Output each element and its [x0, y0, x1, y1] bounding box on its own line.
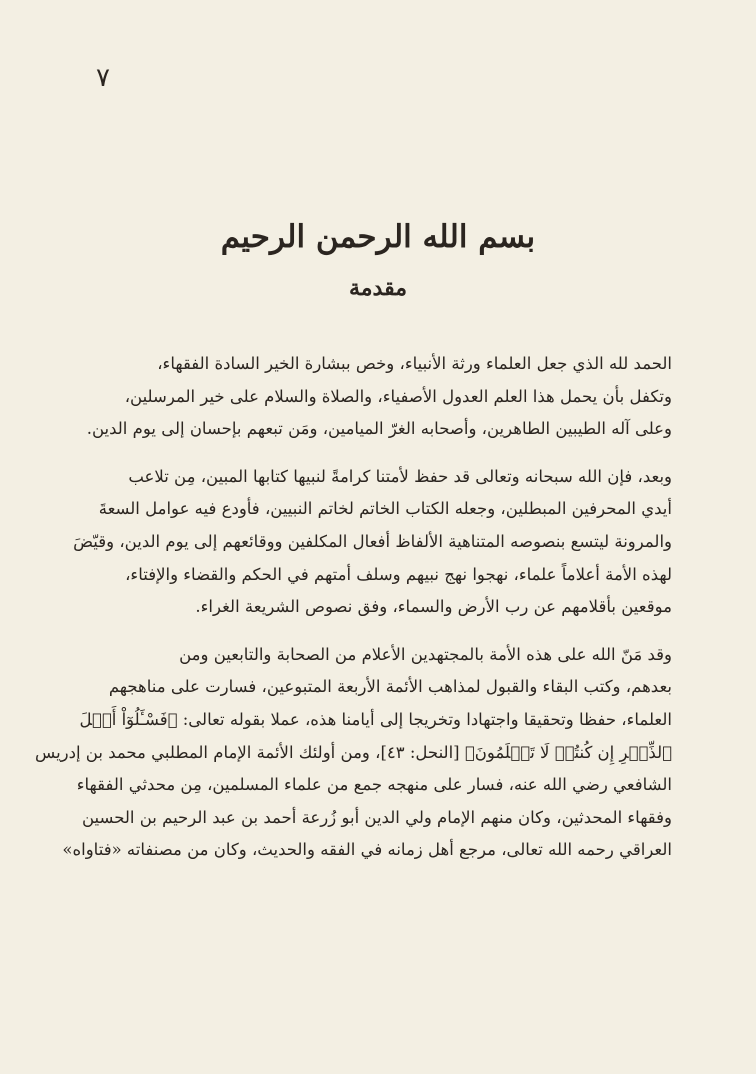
body-text — [35, 348, 672, 867]
basmala-heading: بسم الله الرحمن الرحيم — [220, 219, 536, 255]
text-line: والمرونة ليتسع بنصوصه المتناهية الألفاظ أفعال المكلفين ووقائعهم إلى يوم الدين، وقيّضَ — [73, 531, 672, 551]
text-line: أيدي المحرفين المبطلين، وجعله الكتاب الخاتم لخاتم النبيين، فأودع فيه عوامل السعةَ — [98, 499, 672, 519]
text-line: بعدهم، وكتب البقاء والقبول لمذاهب الأئمة الأربعة المتبوعين، فسارت على مناهجهم — [108, 677, 672, 697]
paragraph-2 — [73, 461, 672, 624]
paragraph-3 — [35, 639, 672, 867]
text-line: وبعد، فإن الله سبحانه وتعالى قد حفظ لأمتنا كرامةً لنبيها كتابها المبين، مِن تلاعب — [128, 466, 672, 486]
paragraph-1 — [86, 348, 672, 446]
text-line: وقد مَنّ الله على هذه الأمة بالمجتهدين الأعلام من الصحابة والتابعين ومن — [179, 644, 672, 664]
text-line: الشافعي رضي الله عنه، فسار على منهجه جمع من علماء المسلمين، مِن محدثي الفقهاء — [76, 775, 672, 795]
text-line: لهذه الأمة أعلاماً علماء، نهجوا نهج نبيهم وسلف أمتهم في الحكم والقضاء والإفتاء، — [125, 564, 672, 584]
text-line: وعلى آله الطيبين الطاهرين، وأصحابه الغرّ الميامين، ومَن تبعهم بإحسان إلى يوم الدين. — [86, 419, 672, 439]
text-line: ٱلذِّكۡرِ إِن كُنتُمۡ لَا تَعۡلَمُونَ﴾ [النحل: ٤٣]، ومن أولئك الأئمة الإمام المطلبي محمد بن إدريس — [35, 742, 672, 762]
text-line: العلماء، حفظا وتحقيقا واجتهادا وتخريجا إلى أيامنا هذه، عملا بقوله تعالى: ﴿فَسْـَٔلُوٓاْ أَهۡلَ — [79, 709, 672, 729]
text-line: العراقي رحمه الله تعالى، مرجع أهل زمانه في الفقه والحديث، وكان من مصنفاته «فتاواه» — [62, 840, 672, 860]
section-title: مقدمة — [348, 275, 408, 301]
text-line: وتكفل بأن يحمل هذا العلم العدول الأصفياء، والصلاة والسلام على خير المرسلين، — [124, 386, 672, 406]
text-line: موقعين بأقلامهم عن رب الأرض والسماء، وفق نصوص الشريعة الغراء. — [195, 597, 672, 617]
text-line: الحمد لله الذي جعل العلماء ورثة الأنبياء، وخص ببشارة الخير السادة الفقهاء، — [157, 354, 672, 373]
text-line: وفقهاء المحدثين، وكان منهم الإمام ولي الدين أبو زُرعة أحمد بن عبد الرحيم بن الحسين — [81, 807, 672, 827]
page-number: ٧ — [96, 63, 110, 93]
